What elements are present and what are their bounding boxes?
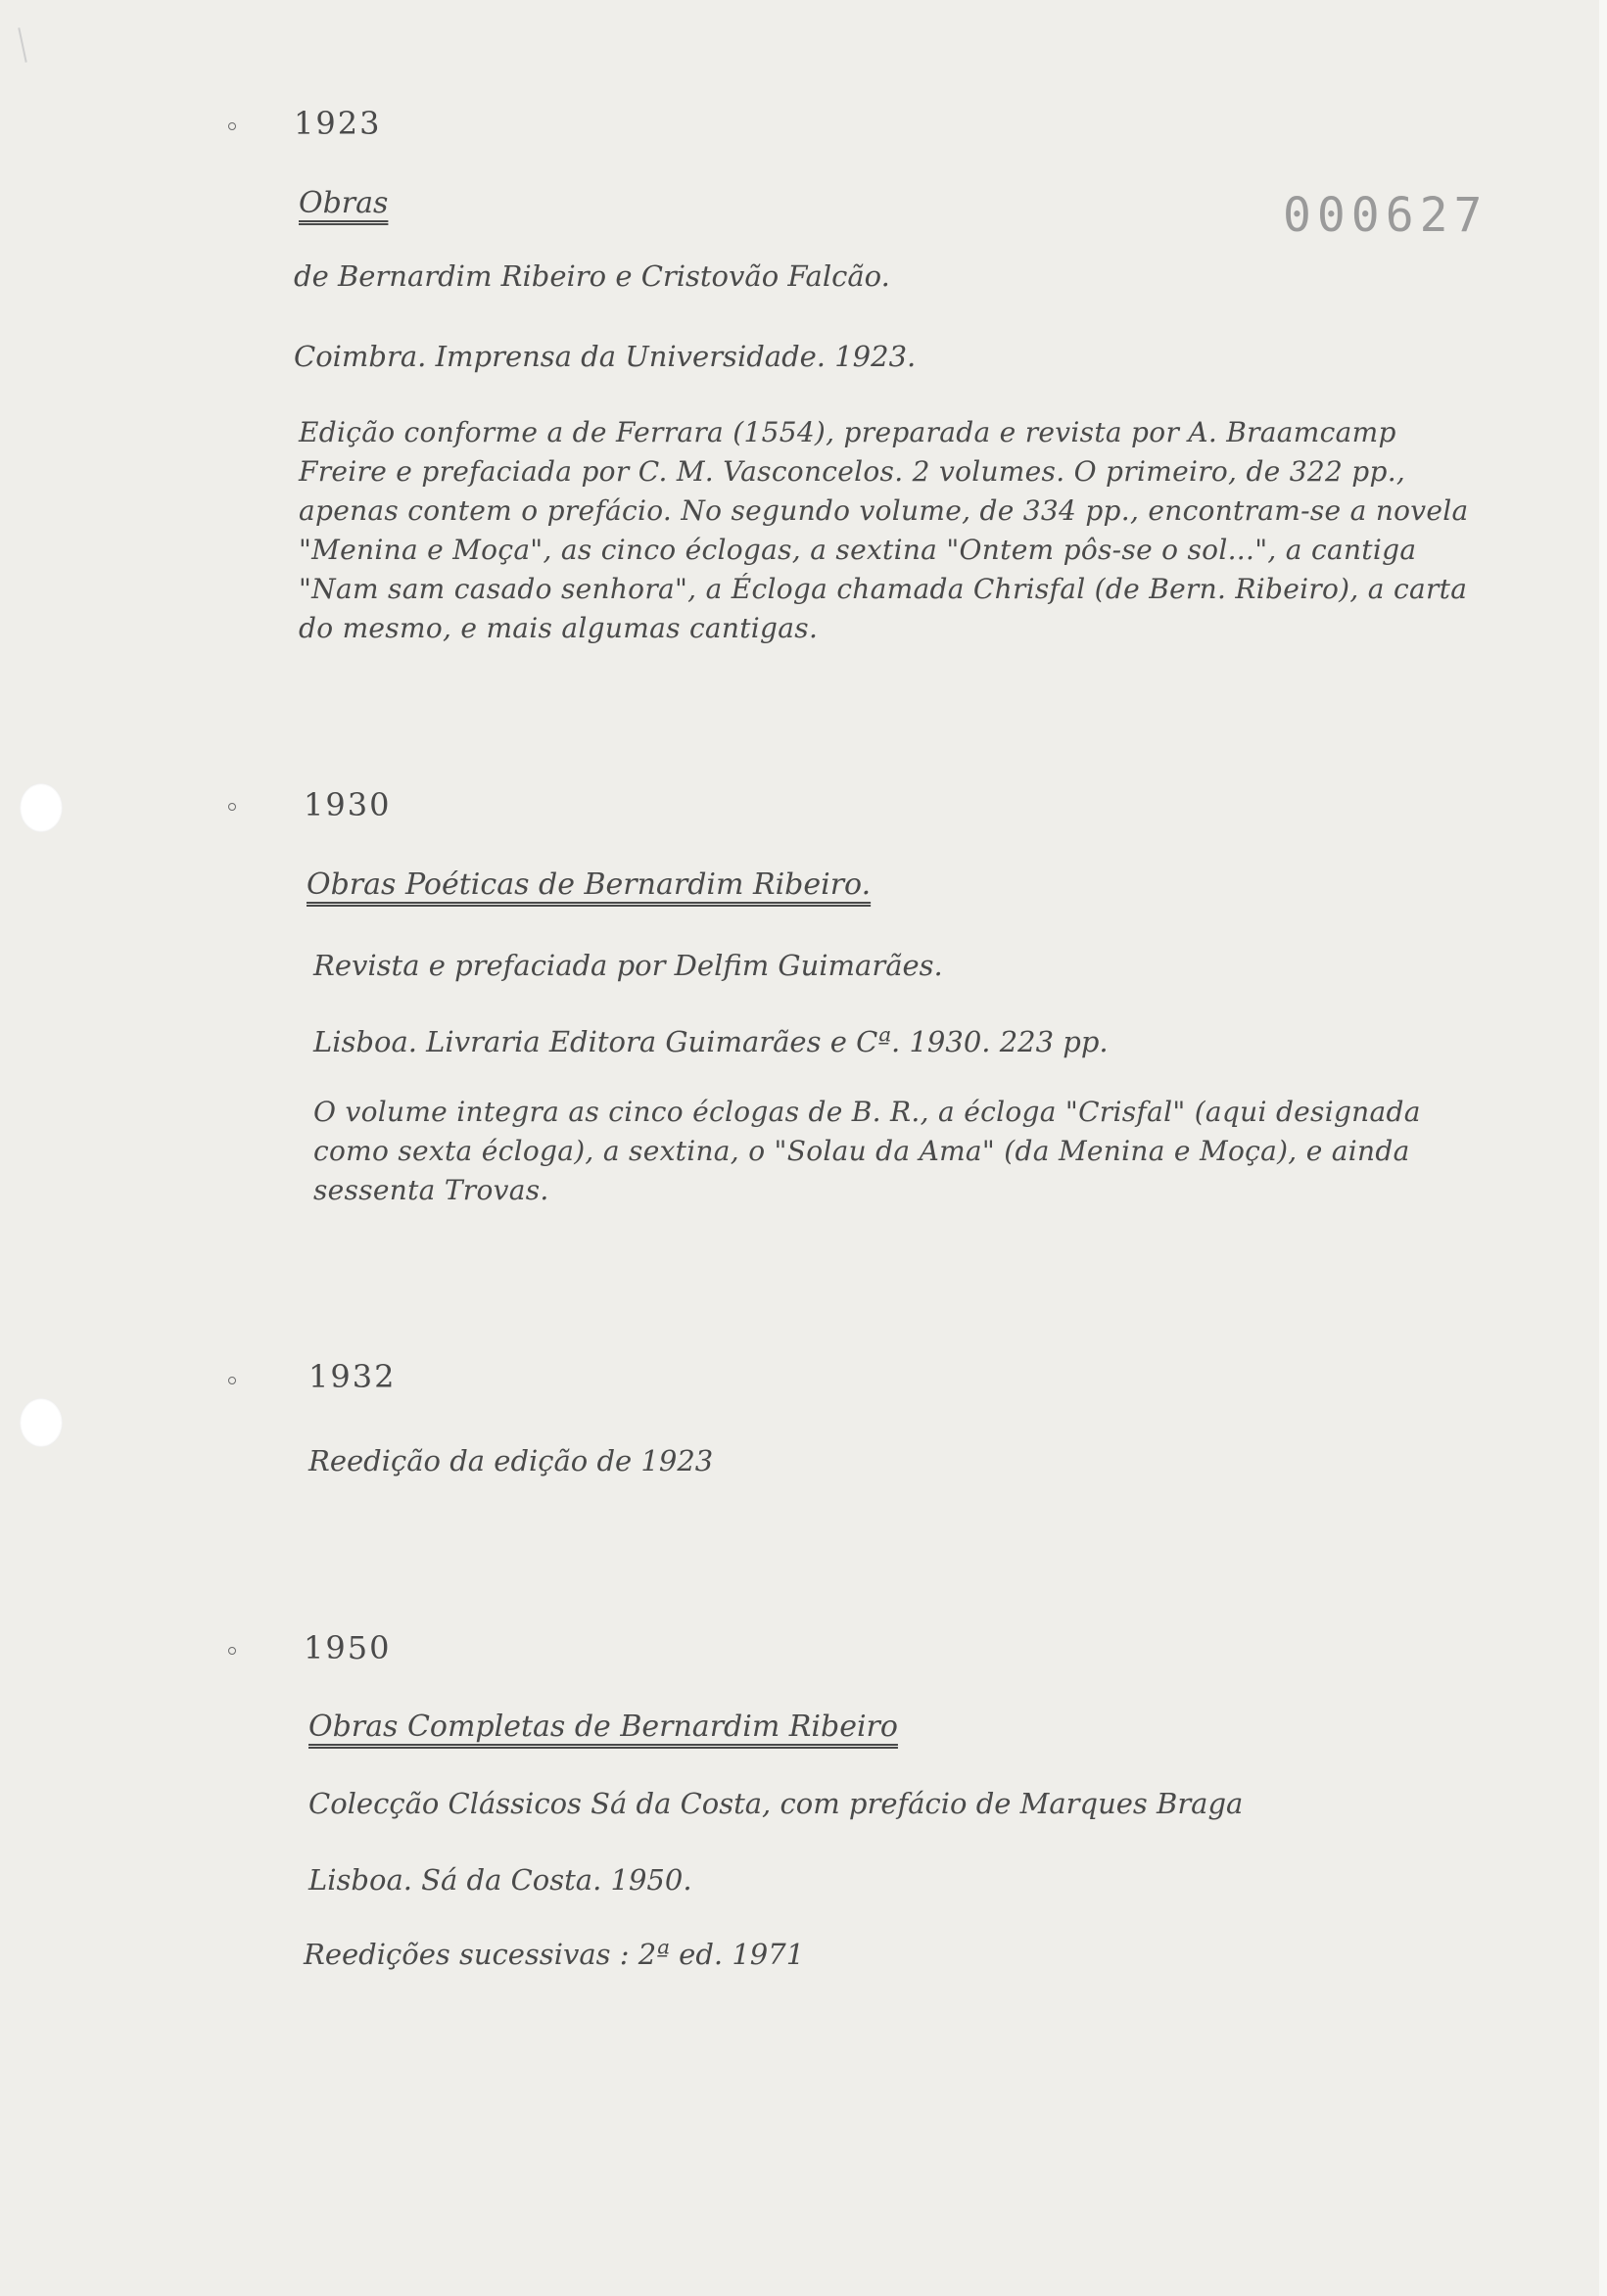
entry-imprint: Coimbra. Imprensa da Universidade. 1923. xyxy=(294,340,917,373)
entry-reprints: Reedições sucessivas : 2ª ed. 1971 xyxy=(304,1938,805,1971)
entry-year: 1923 xyxy=(294,105,382,142)
entry-year: 1950 xyxy=(304,1629,392,1666)
entry-note: Reedição da edição de 1923 xyxy=(308,1444,714,1477)
paper-crease-mark xyxy=(18,27,26,63)
punch-hole-bottom xyxy=(20,1398,63,1447)
punch-hole-top xyxy=(20,783,63,832)
entry-authors: de Bernardim Ribeiro e Cristovão Falcão. xyxy=(294,259,890,293)
entry-imprint: Lisboa. Sá da Costa. 1950. xyxy=(308,1863,692,1897)
entry-title: Obras xyxy=(299,186,389,220)
entry-year: 1930 xyxy=(304,786,392,823)
entry-bullet xyxy=(228,1377,236,1384)
entry-collection: Colecção Clássicos Sá da Costa, com prefácio de Marques Braga xyxy=(308,1787,1244,1820)
entry-editor: Revista e prefaciada por Delfim Guimarães. xyxy=(313,949,943,982)
entry-bullet xyxy=(228,803,236,811)
entry-bullet xyxy=(228,122,236,130)
entry-year: 1932 xyxy=(308,1358,397,1395)
entry-description: Edição conforme a de Ferrara (1554), preparada e revista por A. Braamcamp Freire e prefaciada por C. M. Vasconcelos. 2 volumes. O primeiro, de 322 pp., apenas contem o prefácio. No segundo volume, de 334 pp., encontram-se a novela "Menina e Moça", as cinco éclogas, a sextina "Ontem pôs-se o sol...", a cantiga "Nam sam casado senhora", a Écloga chamada Chrisfal (de Bern. Ribeiro), a carta do mesmo, e mais algumas cantigas. xyxy=(299,416,1469,644)
entry-imprint: Lisboa. Livraria Editora Guimarães e Cª. 1930. 223 pp. xyxy=(313,1025,1109,1058)
entry-title: Obras Completas de Bernardim Ribeiro xyxy=(308,1710,898,1744)
entry-description: O volume integra as cinco éclogas de B. R., a écloga "Crisfal" (aqui designada como sexta écloga), a sextina, o "Solau da Ama" (da Menina e Moça), e ainda sessenta Trovas. xyxy=(313,1096,1421,1206)
archive-stamp-number: 000627 xyxy=(1283,188,1489,243)
entry-bullet xyxy=(228,1647,236,1655)
entry-title: Obras Poéticas de Bernardim Ribeiro. xyxy=(307,867,872,902)
